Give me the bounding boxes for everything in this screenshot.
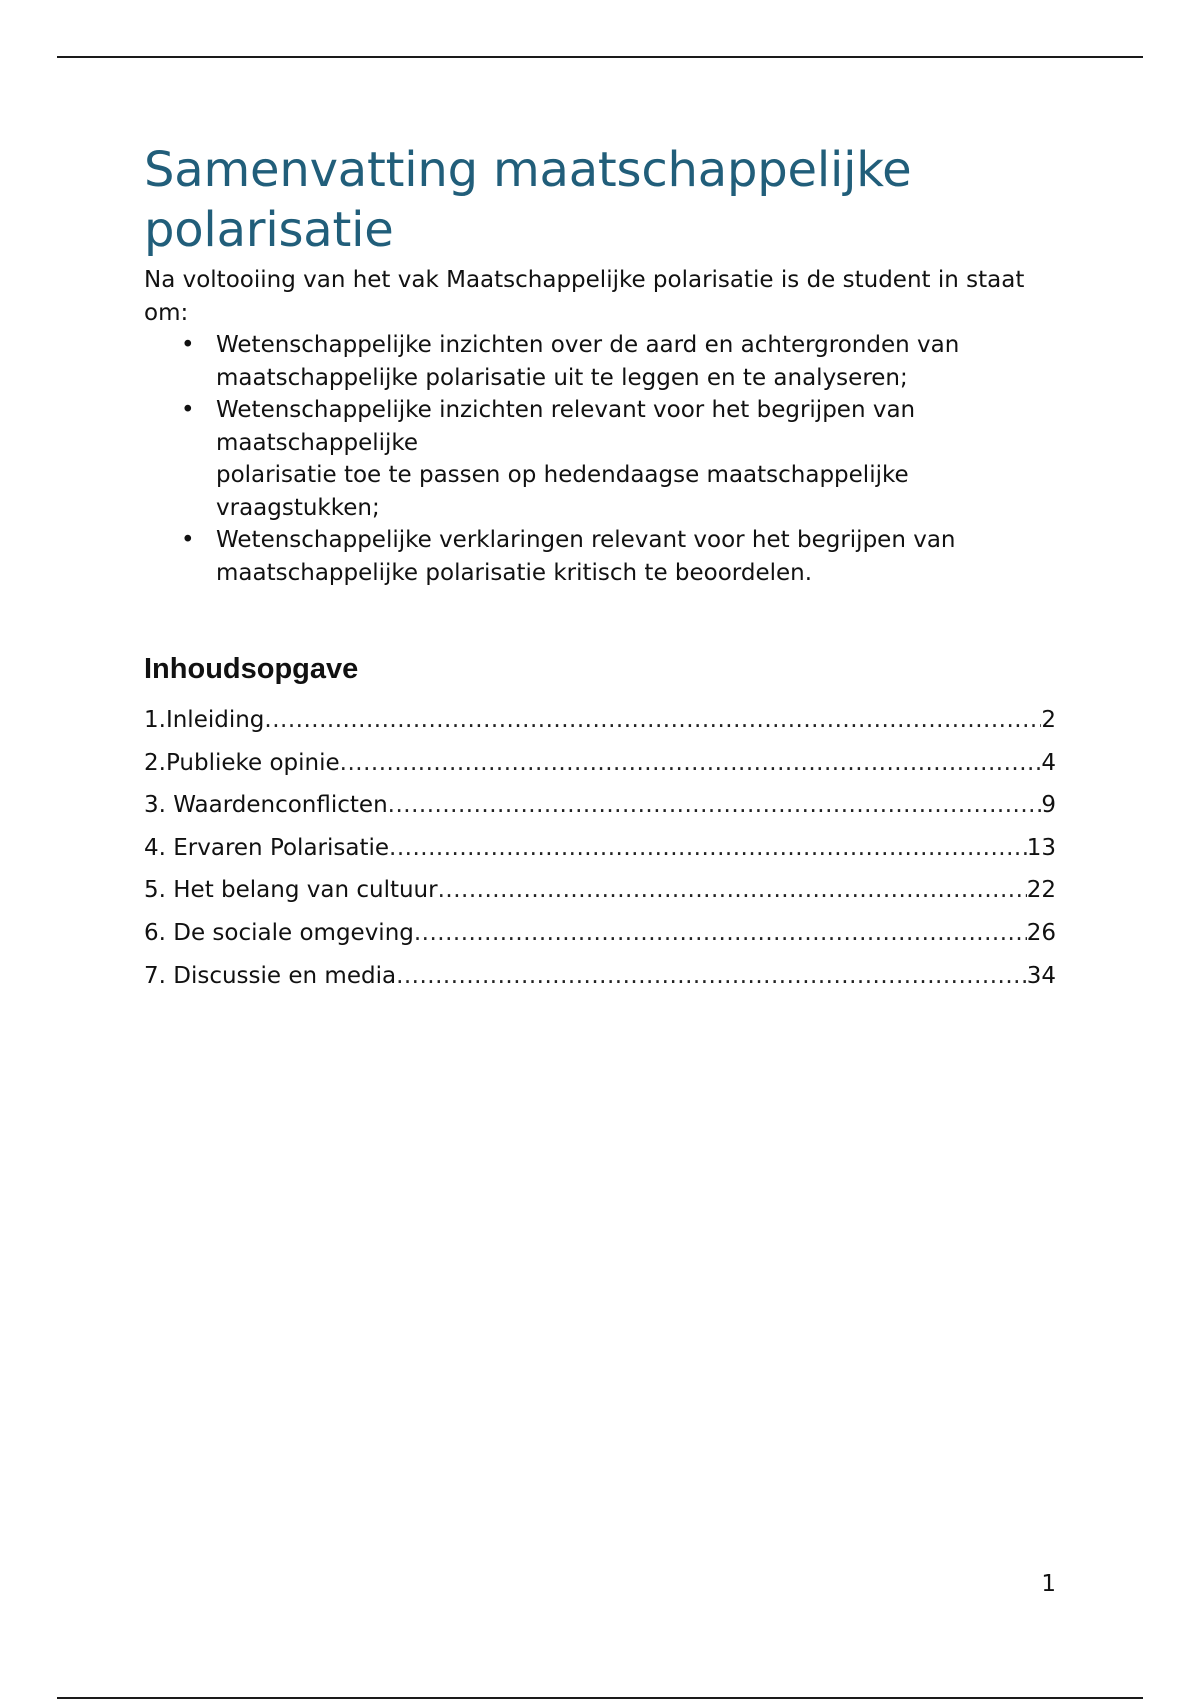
toc-entry-label: 5. Het belang van cultuur — [144, 877, 438, 904]
toc-entry[interactable] — [144, 955, 1056, 998]
toc-entry[interactable] — [144, 742, 1056, 785]
goal-line: Wetenschappelijke inzichten relevant voor het begrijpen van — [216, 397, 916, 423]
toc-entry-page: 9 — [1041, 792, 1056, 819]
toc-entry[interactable] — [144, 869, 1056, 912]
goal-line: Wetenschappelijke verklaringen relevant voor het begrijpen van — [216, 527, 956, 553]
toc-leader-dots — [414, 912, 1027, 955]
footer-rule — [57, 1697, 1143, 1699]
toc-entry-label: 7. Discussie en media — [144, 962, 397, 989]
page-number: 1 — [1041, 1571, 1056, 1597]
toc-entry-page: 2 — [1041, 707, 1056, 733]
goal-line: vraagstukken; — [216, 494, 380, 521]
goal-line: maatschappelijke — [216, 429, 419, 456]
goal-line: maatschappelijke polarisatie kritisch te beoordelen. — [216, 559, 813, 586]
learning-goals-list — [144, 329, 1056, 589]
toc-entry-label: 2.Publieke opinie — [144, 749, 340, 776]
toc-leader-dots — [389, 827, 1027, 870]
toc-leader-dots — [340, 742, 1042, 785]
toc-leader-dots — [438, 869, 1027, 912]
toc-leader-dots — [396, 955, 1027, 998]
toc-entry-page: 13 — [1026, 834, 1056, 861]
intro-text: Na voltooiing van het vak Maatschappelijke polarisatie is de student in staat om: — [144, 267, 1025, 326]
header-rule — [57, 56, 1143, 58]
toc-entry[interactable] — [144, 784, 1056, 827]
toc-entry[interactable] — [144, 699, 1056, 742]
toc-entry[interactable] — [144, 827, 1056, 870]
goal-line: Wetenschappelijke inzichten over de aard en achtergronden van — [216, 332, 960, 358]
toc-leader-dots — [388, 784, 1042, 827]
toc-leader-dots — [264, 699, 1041, 742]
goal-line: maatschappelijke polarisatie uit te leggen en te analyseren; — [216, 364, 908, 391]
table-of-contents — [144, 699, 1056, 997]
learning-goal — [216, 524, 1056, 589]
learning-goal — [216, 394, 1056, 524]
toc-entry-page: 34 — [1026, 962, 1056, 989]
document-title: Samenvatting maatschappelijke polarisatie — [144, 142, 912, 258]
toc-entry-label: 6. De sociale omgeving — [144, 919, 414, 946]
toc-entry-page: 4 — [1041, 749, 1056, 776]
toc-entry-page: 26 — [1026, 919, 1056, 946]
goal-line: polarisatie toe te passen op hedendaagse maatschappelijke — [216, 462, 909, 488]
toc-entry-label: 1.Inleiding — [144, 707, 265, 733]
page-content — [144, 140, 1056, 997]
toc-entry[interactable] — [144, 912, 1056, 955]
toc-heading: Inhoudsopgave — [144, 653, 359, 685]
toc-entry-page: 22 — [1026, 877, 1056, 904]
toc-entry-label: 3. Waardenconflicten — [144, 792, 388, 819]
toc-entry-label: 4. Ervaren Polarisatie — [144, 834, 390, 861]
learning-goal — [216, 329, 1056, 394]
